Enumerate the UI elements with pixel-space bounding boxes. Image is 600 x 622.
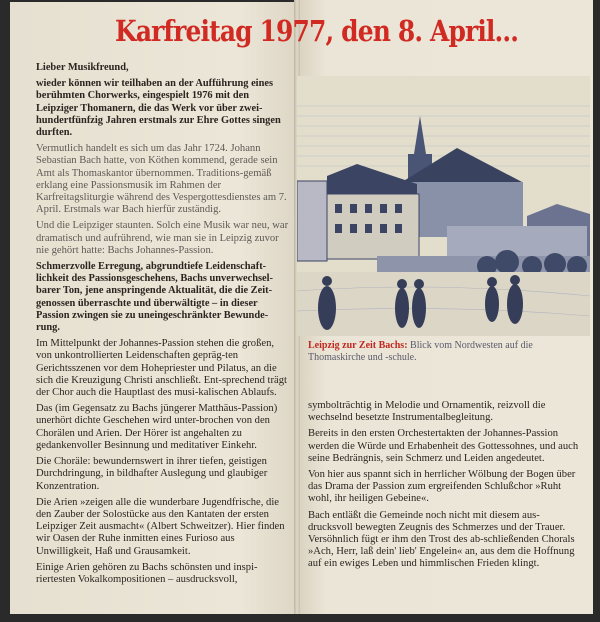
paragraph: Im Mittelpunkt der Johannes-Passion stehen die großen, von unkontrollierten Leidenschaften gepräg-ten Gerichtsszenen vor dem Hohepriester und Pilatus, an die sich die Kreuzigung Christi anschließt. Ent-sprechend trägt der Chor auch die Hauptlast des musi-kalischen Ablaufs. — [36, 338, 287, 399]
paragraph: Die Choräle: bewundernswert in ihrer tiefen, geistigen Durchdringung, in bildhafter Auslegung und glaubiger Konzentration. — [36, 456, 268, 492]
leipzig-illustration — [297, 76, 590, 336]
paragraph: Vermutlich handelt es sich um das Jahr 1724. Johann Sebastian Bach hatte, von Köthen kommend, gerade sein Amt als Thomaskantor übernommen. Traditions-gemäß erklang eine Passionsmusik im Rahmen der Karfreitagsliturgie während des Vespergottesdienstes am 7. April. Erstmals war Bach hierfür zuständig. — [36, 143, 287, 216]
thomaskirche-engraving-image — [297, 76, 590, 336]
paragraph: Und die Leipziger staunten. Solch eine Musik war neu, war dramatisch und aufrührend, wie man sie in Leipzig zuvor nie gehört hatte: Bachs Johannes-Passion. — [36, 220, 289, 256]
right-text-column — [308, 400, 583, 575]
paragraph: Die Arien »zeigen alle die wunderbare Jugendfrische, die den Zauber der Solostücke aus den Kantaten der ersten Leipziger Zeit ausmacht« (Albert Schweitzer). Hier finden wir Oasen der Ruhe inmitten eines Furioso aus Unwilligkeit, Haß und Grausamkeit. — [36, 496, 285, 557]
paragraph: Bereits in den ersten Orchestertakten der Johannes-Passion werden die Würde und Erhabenheit des Gottessohnes, und auch seine Bedrängnis, sein Schmerz und Leiden angedeutet. — [308, 428, 579, 464]
paragraph: wieder können wir teilhaben an der Aufführung eines berühmten Chorwerks, eingespielt 1976 mit den Leipziger Thomanern, die das Werk vor über zwei-hundertfünfzig Jahren erstmals zur Ehre Gottes singen durften. — [36, 78, 281, 139]
paragraph: Schmerzvolle Erregung, abgrundtiefe Leidenschaft-lichkeit des Passionsgeschehens, Bachs unverwechsel-barer Ton, jene anspringende Aktualität, die die Zeit-genossen überraschte und überwältigte – in dieser Passion zwingen sie zu uneingeschränkter Bewunde-rung. — [36, 261, 273, 334]
salutation: Lieber Musikfreund, — [36, 62, 129, 73]
left-text-column — [36, 62, 290, 590]
paragraph: Das (im Gegensatz zu Bachs jüngerer Matthäus-Passion) unerhört dichte Geschehen wird unter-brochen von den Chorälen und Arien. Der Hörer ist angehalten zu gedankenvoller Besinnung und meditativer Einkehr. — [36, 403, 278, 451]
paragraph: Einige Arien gehören zu Bachs schönsten und inspi-riertesten Vokalkompositionen – ausdrucksvoll, — [36, 561, 258, 585]
paragraph: Bach entläßt die Gemeinde noch nicht mit diesem aus-drucksvoll bewegten Zeugnis des Schmerzes und der Trauer. Versöhnlich fügt er ihm den Trost des ab-schließenden Chorals »Ach, Herr, laß dein' lieb' Engelein« an, aus dem die Hoffnung auf ein ewiges Leben und himmlischen Frieden klingt. — [308, 509, 575, 570]
paragraph: Von hier aus spannt sich in herrlicher Wölbung der Bogen über das Drama der Passion zum ergreifenden Schlußchor »Ruht wohl, ihr heiligen Gebeine«. — [308, 469, 576, 505]
caption-text: Blick vom Nordwesten auf die Thomaskirche und -schule. — [308, 340, 533, 363]
illustration-caption — [308, 340, 588, 363]
paragraph: symbolträchtig in Melodie und Ornamentik, reizvoll die wechselnd besetzte Instrumentalbegleitung. — [308, 400, 546, 424]
caption-label: Leipzig zur Zeit Bachs: — [308, 340, 408, 351]
page-title: Karfreitag 1977, den 8. April... — [115, 14, 519, 48]
